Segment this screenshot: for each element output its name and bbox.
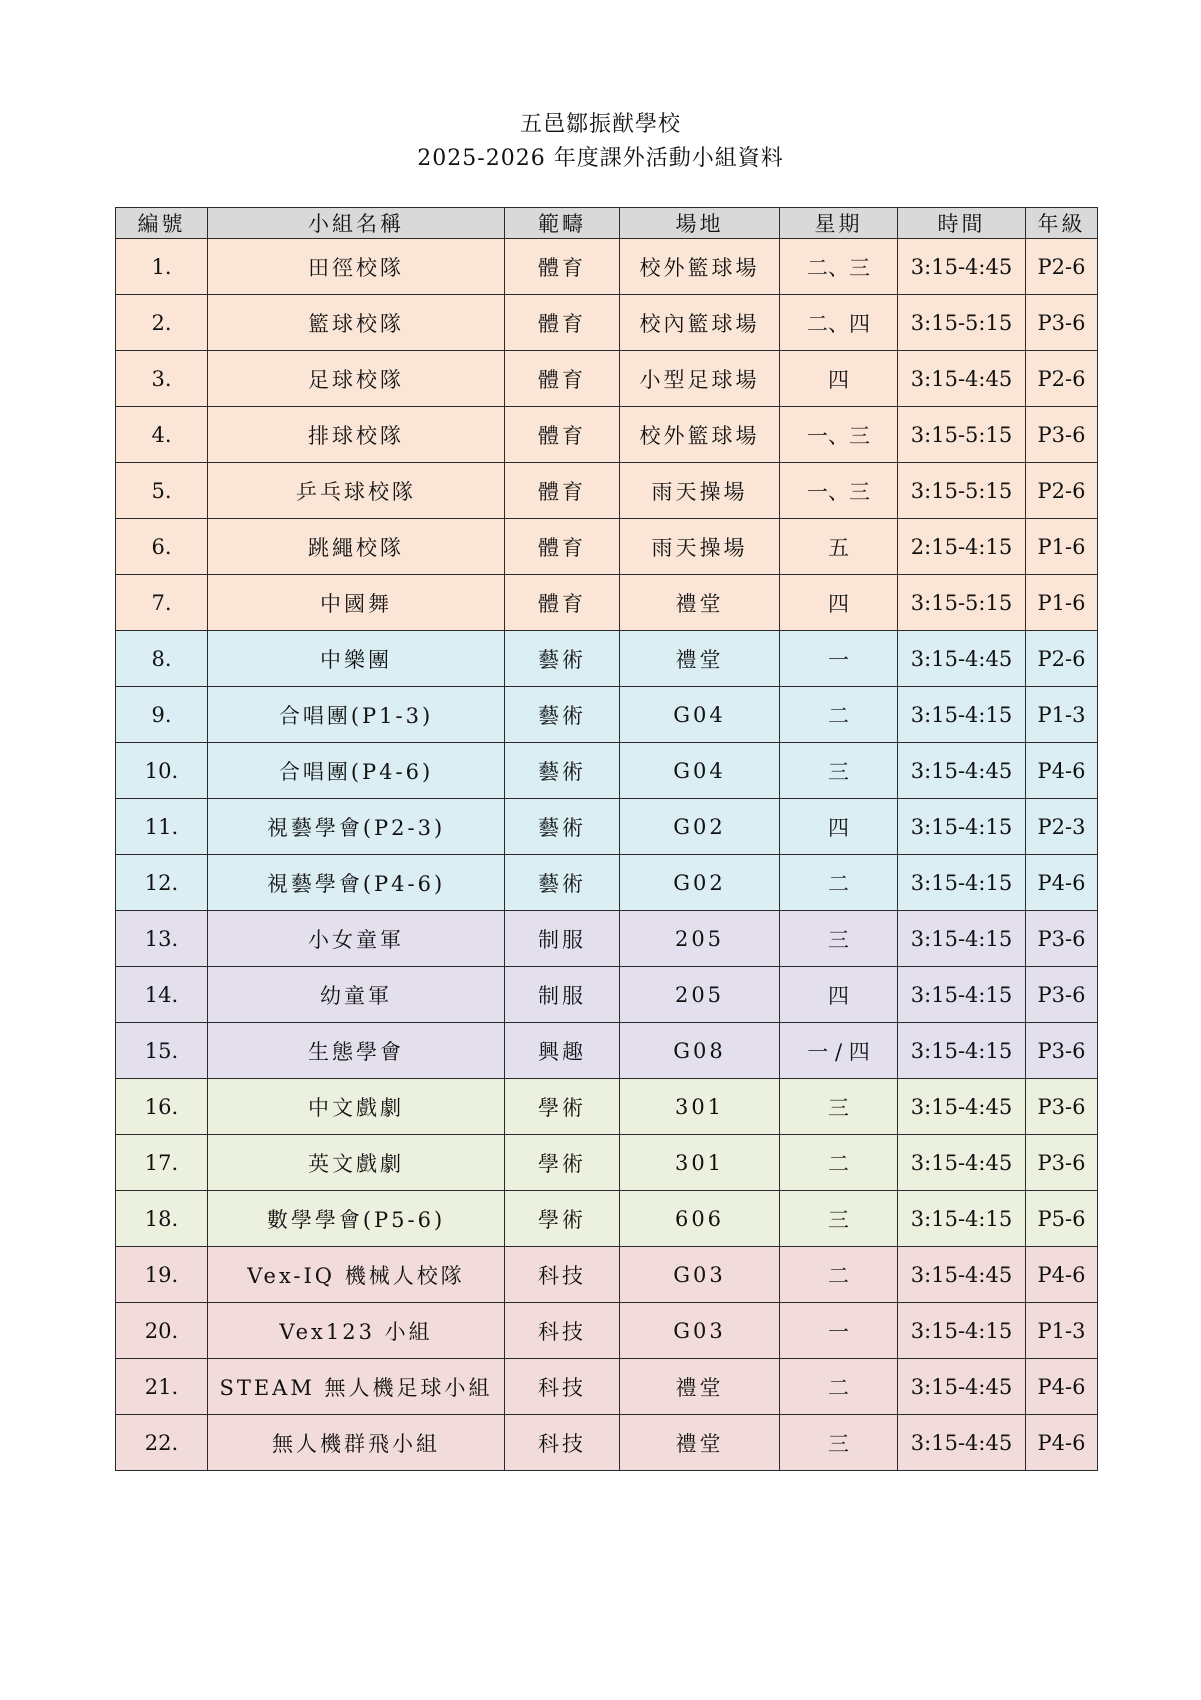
cell-id: 22.: [116, 1415, 208, 1471]
cell-venue: 禮堂: [620, 631, 780, 687]
cell-time: 3:15-4:45: [898, 743, 1026, 799]
cell-category: 學術: [505, 1135, 620, 1191]
cell-name: 乒乓球校隊: [208, 463, 505, 519]
cell-id: 9.: [116, 687, 208, 743]
cell-grade: P1-3: [1026, 687, 1098, 743]
cell-category: 體育: [505, 519, 620, 575]
cell-id: 6.: [116, 519, 208, 575]
cell-id: 14.: [116, 967, 208, 1023]
cell-category: 制服: [505, 911, 620, 967]
cell-id: 8.: [116, 631, 208, 687]
cell-grade: P3-6: [1026, 967, 1098, 1023]
column-header-id: 編號: [116, 208, 208, 239]
cell-day: 三: [780, 1191, 898, 1247]
cell-id: 19.: [116, 1247, 208, 1303]
cell-day: 一: [780, 1303, 898, 1359]
cell-day: 四: [780, 351, 898, 407]
cell-venue: 301: [620, 1079, 780, 1135]
cell-day: 二、四: [780, 295, 898, 351]
cell-grade: P4-6: [1026, 1247, 1098, 1303]
cell-venue: G02: [620, 855, 780, 911]
cell-name: 視藝學會(P2-3): [208, 799, 505, 855]
cell-id: 17.: [116, 1135, 208, 1191]
cell-id: 7.: [116, 575, 208, 631]
cell-venue: G02: [620, 799, 780, 855]
cell-name: 無人機群飛小組: [208, 1415, 505, 1471]
cell-grade: P3-6: [1026, 1079, 1098, 1135]
cell-day: 二、三: [780, 239, 898, 295]
cell-venue: 雨天操場: [620, 463, 780, 519]
cell-name: 中國舞: [208, 575, 505, 631]
cell-category: 學術: [505, 1191, 620, 1247]
cell-id: 3.: [116, 351, 208, 407]
cell-time: 3:15-5:15: [898, 575, 1026, 631]
table-row: [116, 743, 1098, 799]
cell-category: 制服: [505, 967, 620, 1023]
cell-category: 藝術: [505, 855, 620, 911]
cell-day: 二: [780, 855, 898, 911]
cell-name: 小女童軍: [208, 911, 505, 967]
cell-category: 學術: [505, 1079, 620, 1135]
cell-name: STEAM 無人機足球小組: [208, 1359, 505, 1415]
table-row: [116, 575, 1098, 631]
cell-name: 足球校隊: [208, 351, 505, 407]
cell-grade: P2-6: [1026, 239, 1098, 295]
cell-name: 跳繩校隊: [208, 519, 505, 575]
cell-time: 3:15-4:45: [898, 631, 1026, 687]
cell-grade: P2-6: [1026, 631, 1098, 687]
cell-day: 四: [780, 967, 898, 1023]
cell-category: 科技: [505, 1247, 620, 1303]
cell-category: 體育: [505, 351, 620, 407]
table-row: [116, 1023, 1098, 1079]
cell-day: 一: [780, 631, 898, 687]
cell-venue: 205: [620, 911, 780, 967]
cell-time: 3:15-4:45: [898, 1415, 1026, 1471]
cell-name: 合唱團(P4-6): [208, 743, 505, 799]
cell-name: 田徑校隊: [208, 239, 505, 295]
cell-grade: P3-6: [1026, 911, 1098, 967]
cell-time: 3:15-4:45: [898, 1079, 1026, 1135]
cell-venue: G04: [620, 687, 780, 743]
cell-venue: G04: [620, 743, 780, 799]
cell-grade: P2-6: [1026, 351, 1098, 407]
column-header-day: 星期: [780, 208, 898, 239]
cell-time: 3:15-4:15: [898, 1303, 1026, 1359]
cell-category: 體育: [505, 239, 620, 295]
school-name: 五邑鄒振猷學校: [519, 112, 681, 137]
cell-name: 英文戲劇: [208, 1135, 505, 1191]
cell-venue: 校外籃球場: [620, 239, 780, 295]
table-row: [116, 463, 1098, 519]
cell-id: 11.: [116, 799, 208, 855]
table-row: [116, 1247, 1098, 1303]
cell-day: 一、三: [780, 407, 898, 463]
cell-venue: 205: [620, 967, 780, 1023]
cell-category: 興趣: [505, 1023, 620, 1079]
table-row: [116, 239, 1098, 295]
cell-name: 合唱團(P1-3): [208, 687, 505, 743]
cell-id: 13.: [116, 911, 208, 967]
cell-category: 體育: [505, 295, 620, 351]
cell-category: 科技: [505, 1303, 620, 1359]
cell-venue: G03: [620, 1303, 780, 1359]
cell-id: 18.: [116, 1191, 208, 1247]
table-row: [116, 967, 1098, 1023]
cell-name: 視藝學會(P4-6): [208, 855, 505, 911]
column-header-name: 小組名稱: [208, 208, 505, 239]
table-row: [116, 1415, 1098, 1471]
cell-grade: P3-6: [1026, 1135, 1098, 1191]
cell-category: 體育: [505, 463, 620, 519]
cell-venue: 小型足球場: [620, 351, 780, 407]
table-body: [116, 239, 1098, 1471]
cell-grade: P1-3: [1026, 1303, 1098, 1359]
cell-time: 3:15-4:15: [898, 799, 1026, 855]
cell-name: Vex-IQ 機械人校隊: [208, 1247, 505, 1303]
cell-venue: 校外籃球場: [620, 407, 780, 463]
cell-time: 3:15-5:15: [898, 407, 1026, 463]
activities-table: [115, 207, 1098, 1471]
cell-venue: 禮堂: [620, 1359, 780, 1415]
cell-time: 3:15-4:15: [898, 1023, 1026, 1079]
cell-time: 3:15-4:15: [898, 855, 1026, 911]
cell-venue: 301: [620, 1135, 780, 1191]
cell-time: 3:15-5:15: [898, 295, 1026, 351]
table-row: [116, 687, 1098, 743]
cell-name: Vex123 小組: [208, 1303, 505, 1359]
cell-day: 二: [780, 1247, 898, 1303]
cell-grade: P4-6: [1026, 855, 1098, 911]
cell-grade: P1-6: [1026, 519, 1098, 575]
cell-time: 3:15-4:45: [898, 239, 1026, 295]
cell-time: 3:15-4:45: [898, 351, 1026, 407]
cell-grade: P4-6: [1026, 1415, 1098, 1471]
cell-day: 三: [780, 911, 898, 967]
column-header-grade: 年級: [1026, 208, 1098, 239]
cell-id: 20.: [116, 1303, 208, 1359]
cell-name: 幼童軍: [208, 967, 505, 1023]
cell-day: 二: [780, 1135, 898, 1191]
cell-category: 科技: [505, 1359, 620, 1415]
table-row: [116, 799, 1098, 855]
cell-category: 藝術: [505, 631, 620, 687]
table-row: [116, 407, 1098, 463]
cell-category: 體育: [505, 407, 620, 463]
cell-day: 三: [780, 1415, 898, 1471]
cell-name: 生態學會: [208, 1023, 505, 1079]
cell-day: 二: [780, 687, 898, 743]
cell-id: 4.: [116, 407, 208, 463]
cell-grade: P3-6: [1026, 407, 1098, 463]
cell-id: 10.: [116, 743, 208, 799]
cell-grade: P4-6: [1026, 743, 1098, 799]
cell-id: 16.: [116, 1079, 208, 1135]
cell-day: 三: [780, 743, 898, 799]
cell-id: 1.: [116, 239, 208, 295]
table-row: [116, 519, 1098, 575]
cell-id: 5.: [116, 463, 208, 519]
cell-category: 科技: [505, 1415, 620, 1471]
cell-day: 一 / 四: [780, 1023, 898, 1079]
cell-grade: P4-6: [1026, 1359, 1098, 1415]
cell-venue: 禮堂: [620, 1415, 780, 1471]
table-row: [116, 295, 1098, 351]
cell-time: 3:15-5:15: [898, 463, 1026, 519]
cell-day: 四: [780, 575, 898, 631]
table-row: [116, 1079, 1098, 1135]
cell-id: 21.: [116, 1359, 208, 1415]
cell-time: 3:15-4:15: [898, 687, 1026, 743]
cell-day: 三: [780, 1079, 898, 1135]
table-row: [116, 1191, 1098, 1247]
cell-id: 15.: [116, 1023, 208, 1079]
column-header-category: 範疇: [505, 208, 620, 239]
table-row: [116, 855, 1098, 911]
table-row: [116, 1359, 1098, 1415]
cell-venue: 606: [620, 1191, 780, 1247]
page-header: [0, 108, 1201, 176]
cell-name: 中樂團: [208, 631, 505, 687]
cell-category: 藝術: [505, 743, 620, 799]
cell-category: 藝術: [505, 687, 620, 743]
column-header-venue: 場地: [620, 208, 780, 239]
cell-name: 籃球校隊: [208, 295, 505, 351]
column-header-time: 時間: [898, 208, 1026, 239]
table-row: [116, 911, 1098, 967]
cell-id: 2.: [116, 295, 208, 351]
cell-grade: P5-6: [1026, 1191, 1098, 1247]
cell-day: 五: [780, 519, 898, 575]
cell-time: 3:15-4:45: [898, 1247, 1026, 1303]
cell-category: 藝術: [505, 799, 620, 855]
table-row: [116, 631, 1098, 687]
cell-time: 3:15-4:15: [898, 1191, 1026, 1247]
cell-time: 3:15-4:45: [898, 1359, 1026, 1415]
cell-day: 四: [780, 799, 898, 855]
cell-time: 3:15-4:45: [898, 1135, 1026, 1191]
cell-grade: P3-6: [1026, 1023, 1098, 1079]
table-row: [116, 1135, 1098, 1191]
table-header-row: [116, 208, 1098, 239]
cell-grade: P1-6: [1026, 575, 1098, 631]
cell-venue: 校內籃球場: [620, 295, 780, 351]
cell-name: 中文戲劇: [208, 1079, 505, 1135]
cell-grade: P3-6: [1026, 295, 1098, 351]
table-row: [116, 351, 1098, 407]
cell-name: 數學學會(P5-6): [208, 1191, 505, 1247]
cell-day: 一、三: [780, 463, 898, 519]
cell-venue: 雨天操場: [620, 519, 780, 575]
cell-time: 2:15-4:15: [898, 519, 1026, 575]
cell-id: 12.: [116, 855, 208, 911]
cell-venue: 禮堂: [620, 575, 780, 631]
cell-grade: P2-3: [1026, 799, 1098, 855]
cell-category: 體育: [505, 575, 620, 631]
cell-name: 排球校隊: [208, 407, 505, 463]
cell-day: 二: [780, 1359, 898, 1415]
cell-time: 3:15-4:15: [898, 911, 1026, 967]
cell-venue: G08: [620, 1023, 780, 1079]
cell-grade: P2-6: [1026, 463, 1098, 519]
cell-venue: G03: [620, 1247, 780, 1303]
table-row: [116, 1303, 1098, 1359]
document-title: 2025-2026 年度課外活動小組資料: [417, 146, 784, 171]
cell-time: 3:15-4:15: [898, 967, 1026, 1023]
